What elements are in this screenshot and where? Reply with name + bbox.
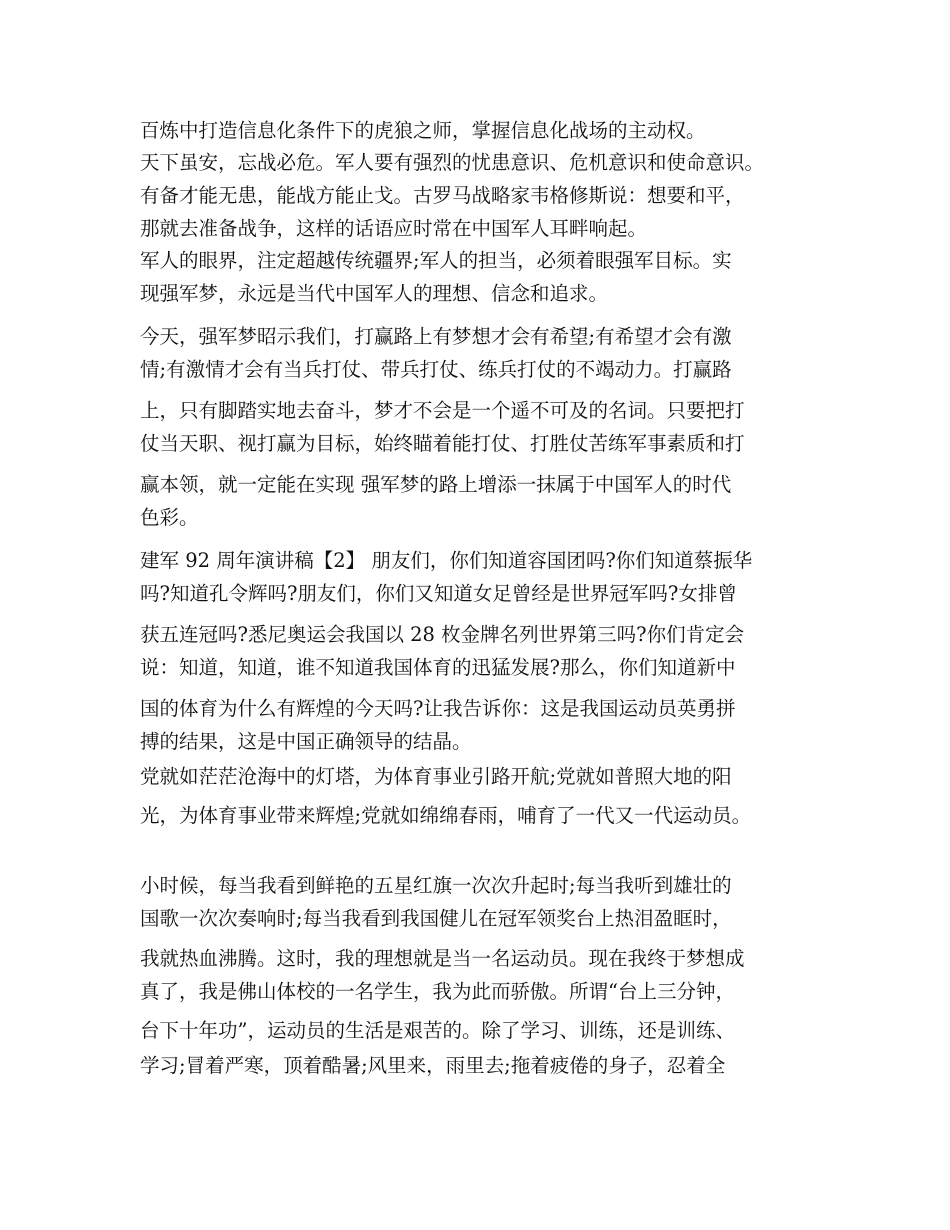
text-line: 今天，强军梦昭示我们，打赢路上有梦想才会有希望;有希望才会有激: [140, 325, 732, 348]
text-line: 仗当天职、视打赢为目标，始终瞄着能打仗、打胜仗苦练军事素质和打: [140, 432, 745, 455]
text-line: 百炼中打造信息化条件下的虎狼之师，掌握信息化战场的主动权。: [140, 119, 706, 142]
text-line: 学习;冒着严寒，顶着酷暑;风里来，雨里去;拖着疲倦的身子，忍着全: [140, 1054, 726, 1077]
text-line: 真了，我是佛山体校的一名学生，我为此而骄傲。所谓“台上三分钟，: [140, 980, 735, 1003]
text-line: 天下虽安，忘战必危。军人要有强烈的忧患意识、危机意识和使命意识。: [140, 151, 765, 174]
text-line: 搏的结果，这是中国正确领导的结晶。: [140, 730, 472, 753]
text-line: 上，只有脚踏实地去奋斗，梦才不会是一个遥不可及的名词。只要把打: [140, 399, 745, 422]
text-line: 色彩。: [140, 506, 199, 529]
text-line: 我就热血沸腾。这时，我的理想就是当一名运动员。现在我终于梦想成: [140, 947, 745, 970]
text-line: 获五连冠吗?悉尼奥运会我国以 28 枚金牌名列世界第三吗?你们肯定会: [140, 623, 745, 646]
text-line: 国的体育为什么有辉煌的今天吗?让我告诉你：这是我国运动员英勇拼: [140, 697, 736, 720]
text-line: 说：知道，知道，谁不知道我国体育的迅猛发展?那么，你们知道新中: [140, 656, 736, 679]
text-line: 小时候，每当我看到鲜艳的五星红旗一次次升起时;每当我听到雄壮的: [140, 874, 732, 897]
text-line: 建军 92 周年演讲稿【2】 朋友们，你们知道容国团吗?你们知道蔡振华: [140, 549, 753, 572]
text-line: 党就如茫茫沧海中的灯塔，为体育事业引路开航;党就如普照大地的阳: [140, 765, 732, 788]
text-line: 军人的眼界，注定超越传统疆界;军人的担当，必须着眼强军目标。实: [140, 249, 732, 272]
text-line: 吗?知道孔令辉吗?朋友们，你们又知道女足曾经是世界冠军吗?女排曾: [140, 582, 737, 605]
text-line: 台下十年功”，运动员的生活是艰苦的。除了学习、训练，还是训练、: [140, 1019, 735, 1042]
text-line: 光，为体育事业带来辉煌;党就如绵绵春雨，哺育了一代又一代运动员。: [140, 804, 752, 827]
text-line: 那就去准备战争，这样的话语应时常在中国军人耳畔响起。: [140, 217, 648, 240]
text-line: 赢本领，就一定能在实现 强军梦的路上增添一抹属于中国军人的时代: [140, 473, 732, 496]
text-line: 情;有激情才会有当兵打仗、带兵打仗、练兵打仗的不竭动力。打赢路: [140, 358, 732, 381]
text-line: 现强军梦，永远是当代中国军人的理想、信念和追求。: [140, 282, 609, 305]
text-line: 有备才能无患，能战方能止戈。古罗马战略家韦格修斯说：想要和平，: [140, 184, 745, 207]
text-line: 国歌一次次奏响时;每当我看到我国健儿在冠军领奖台上热泪盈眶时，: [140, 907, 732, 930]
